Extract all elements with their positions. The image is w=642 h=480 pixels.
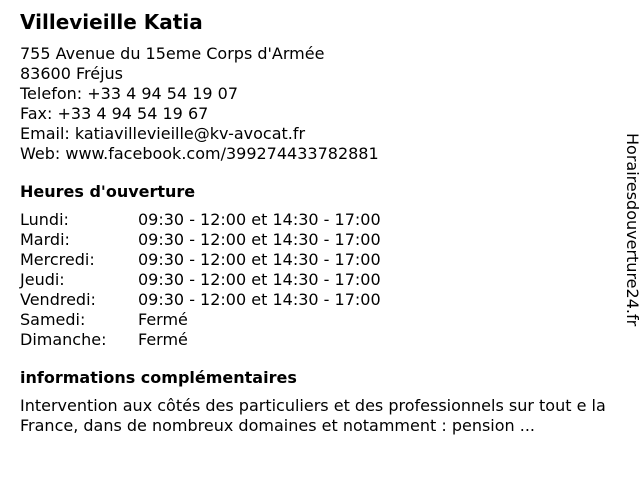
hours-time: 09:30 - 12:00 et 14:30 - 17:00	[138, 250, 381, 269]
hours-day: Mardi:	[20, 230, 70, 249]
city-line: 83600 Fréjus	[20, 64, 124, 83]
hours-day: Samedi:	[20, 310, 86, 329]
hours-day: Jeudi:	[20, 270, 65, 289]
hours-day: Mercredi:	[20, 250, 95, 269]
hours-time: 09:30 - 12:00 et 14:30 - 17:00	[138, 290, 381, 309]
hours-title: Heures d'ouverture	[20, 182, 196, 201]
hours-time: 09:30 - 12:00 et 14:30 - 17:00	[138, 210, 381, 229]
hours-time: 09:30 - 12:00 et 14:30 - 17:00	[138, 230, 381, 249]
hours-row-jeudi	[20, 270, 620, 290]
info-text: Intervention aux côtés des particuliers et des professionnels sur tout e la France, dans de nombreux domaines et notamment : pension ...	[20, 396, 606, 435]
watermark: Horairesdouverture24.fr	[623, 133, 642, 327]
fax-line: Fax: +33 4 94 54 19 67	[20, 104, 209, 123]
hours-row-dimanche	[20, 330, 620, 350]
hours-row-mercredi	[20, 250, 620, 270]
hours-time: Fermé	[138, 330, 188, 349]
business-card	[20, 8, 620, 436]
hours-day: Dimanche:	[20, 330, 107, 349]
hours-time: Fermé	[138, 310, 188, 329]
hours-time: 09:30 - 12:00 et 14:30 - 17:00	[138, 270, 381, 289]
email-line: Email: katiavillevieille@kv-avocat.fr	[20, 124, 306, 143]
phone-line: Telefon: +33 4 94 54 19 07	[20, 84, 239, 103]
hours-row-vendredi	[20, 290, 620, 310]
hours-row-samedi	[20, 310, 620, 330]
address-line: 755 Avenue du 15eme Corps d'Armée	[20, 44, 325, 63]
hours-row-lundi	[20, 210, 620, 230]
hours-table	[20, 210, 620, 350]
contact-block	[20, 44, 620, 164]
info-title: informations complémentaires	[20, 368, 297, 387]
business-name: Villevieille Katia	[20, 10, 203, 34]
hours-day: Vendredi:	[20, 290, 96, 309]
hours-day: Lundi:	[20, 210, 69, 229]
hours-row-mardi	[20, 230, 620, 250]
web-line: Web: www.facebook.com/399274433782881	[20, 144, 379, 163]
